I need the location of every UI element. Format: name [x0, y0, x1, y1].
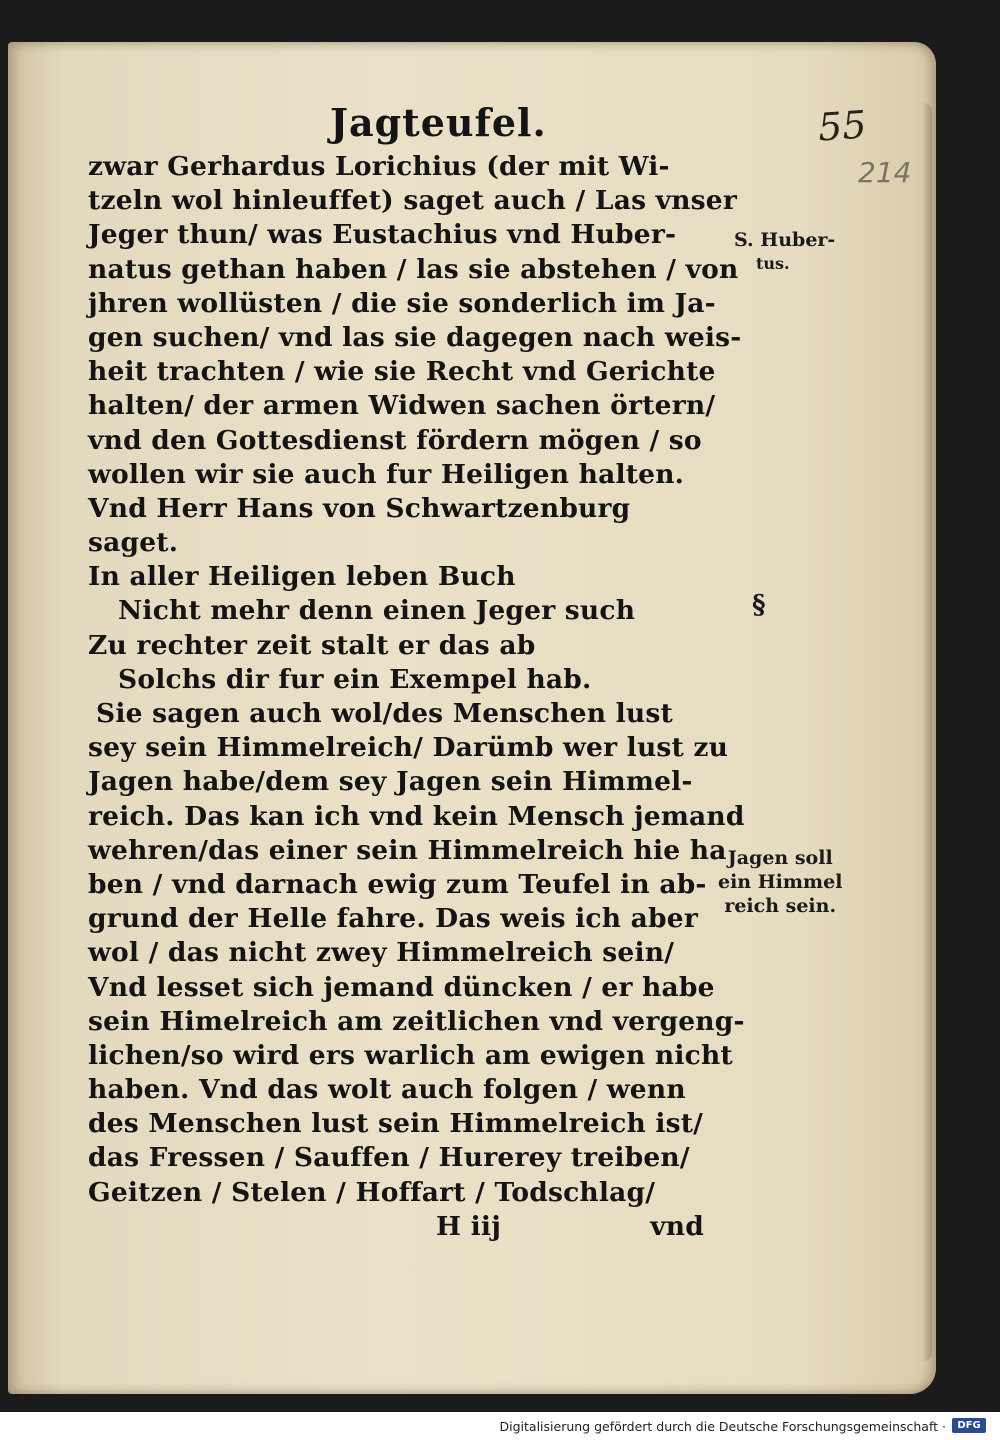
text-line: lichen/so wird ers warlich am ewigen nicht — [88, 1039, 733, 1071]
running-head: Jagteufel. — [330, 100, 547, 145]
text-line: saget. — [88, 527, 179, 559]
dfg-logo-icon: DFG — [952, 1418, 986, 1433]
signature-mark: H iij — [436, 1210, 501, 1242]
text-line: sein Himelreich am zeitlichen vnd vergeng- — [88, 1005, 745, 1037]
text-line: wol / das nicht zwey Himmelreich sein/ — [88, 937, 675, 969]
text-line: das Fressen / Sauffen / Hurerey treiben/ — [88, 1142, 690, 1174]
text-line: haben. Vnd das wolt auch folgen / wenn — [88, 1074, 686, 1106]
margin-note-jagen — [718, 846, 842, 918]
text-line: wollen wir sie auch fur Heiligen halten. — [88, 458, 685, 490]
text-line: grund der Helle fahre. Das weis ich aber — [88, 903, 698, 935]
verse-line: Solchs dir fur ein Exempel hab. — [118, 663, 592, 695]
text-line: Vnd lesset sich jemand düncken / er habe — [88, 971, 715, 1003]
text-line: Sie sagen auch wol/des Menschen lust — [96, 698, 673, 729]
verse-line: In aller Heiligen leben Buch — [88, 561, 516, 593]
margin-symbol: § — [752, 590, 766, 620]
folio-number-ink: 55 — [816, 102, 868, 150]
text-line: zwar Gerhardus Lorichius (der mit Wi- — [88, 151, 670, 182]
text-line: Vnd Herr Hans von Schwartzenburg — [88, 492, 631, 524]
margin-note-jagen-line: Jagen soll — [727, 847, 833, 869]
text-line: des Menschen lust sein Himmelreich ist/ — [88, 1108, 704, 1140]
text-line: vnd den Gottesdienst fördern mögen / so — [88, 424, 702, 456]
text-line: reich. Das kan ich vnd kein Mensch jemand — [88, 800, 745, 832]
text-line: jhren wollüsten / die sie sonderlich im Ja- — [88, 287, 716, 319]
text-line: halten/ der armen Widwen sachen örtern/ — [88, 390, 716, 422]
text-line: wehren/das einer sein Himmelreich hie ha — [88, 834, 727, 866]
margin-note-jagen-line: ein Himmel — [718, 871, 843, 893]
text-line: gen suchen/ vnd las sie dagegen nach weis- — [88, 321, 742, 353]
text-line: natus gethan haben / las sie abstehen / von — [88, 253, 739, 285]
text-line: Jeger thun/ was Eustachius vnd Huber- — [88, 219, 677, 251]
text-line: ben / vnd darnach ewig zum Teufel in ab- — [88, 868, 707, 900]
verse-line: Nicht mehr denn einen Jeger such — [118, 595, 636, 627]
catchword-line — [88, 1210, 728, 1244]
margin-note-jagen-line: reich sein. — [724, 895, 837, 917]
catchword: vnd — [650, 1210, 704, 1242]
text-line: sey sein Himmelreich/ Darümb wer lust zu — [88, 732, 729, 764]
text-line: heit trachten / wie sie Recht vnd Gerichte — [88, 356, 716, 388]
folio-number-pencil: 214 — [858, 156, 912, 189]
text-line: Geitzen / Stelen / Hoffart / Todschlag/ — [88, 1176, 656, 1208]
text-line: Jagen habe/dem sey Jagen sein Himmel- — [88, 766, 693, 798]
margin-note-hubertus: S. Huber- — [734, 229, 836, 251]
verse-line: Zu rechter zeit stalt er das ab — [88, 629, 536, 661]
text-line: tzeln wol hinleuffet) saget auch / Las vnser — [88, 185, 738, 217]
body-text — [88, 150, 745, 1244]
margin-note-hubertus-cont: tus. — [756, 254, 790, 273]
funding-credit: Digitalisierung gefördert durch die Deutsche Forschungsgemeinschaft · — [499, 1419, 946, 1434]
